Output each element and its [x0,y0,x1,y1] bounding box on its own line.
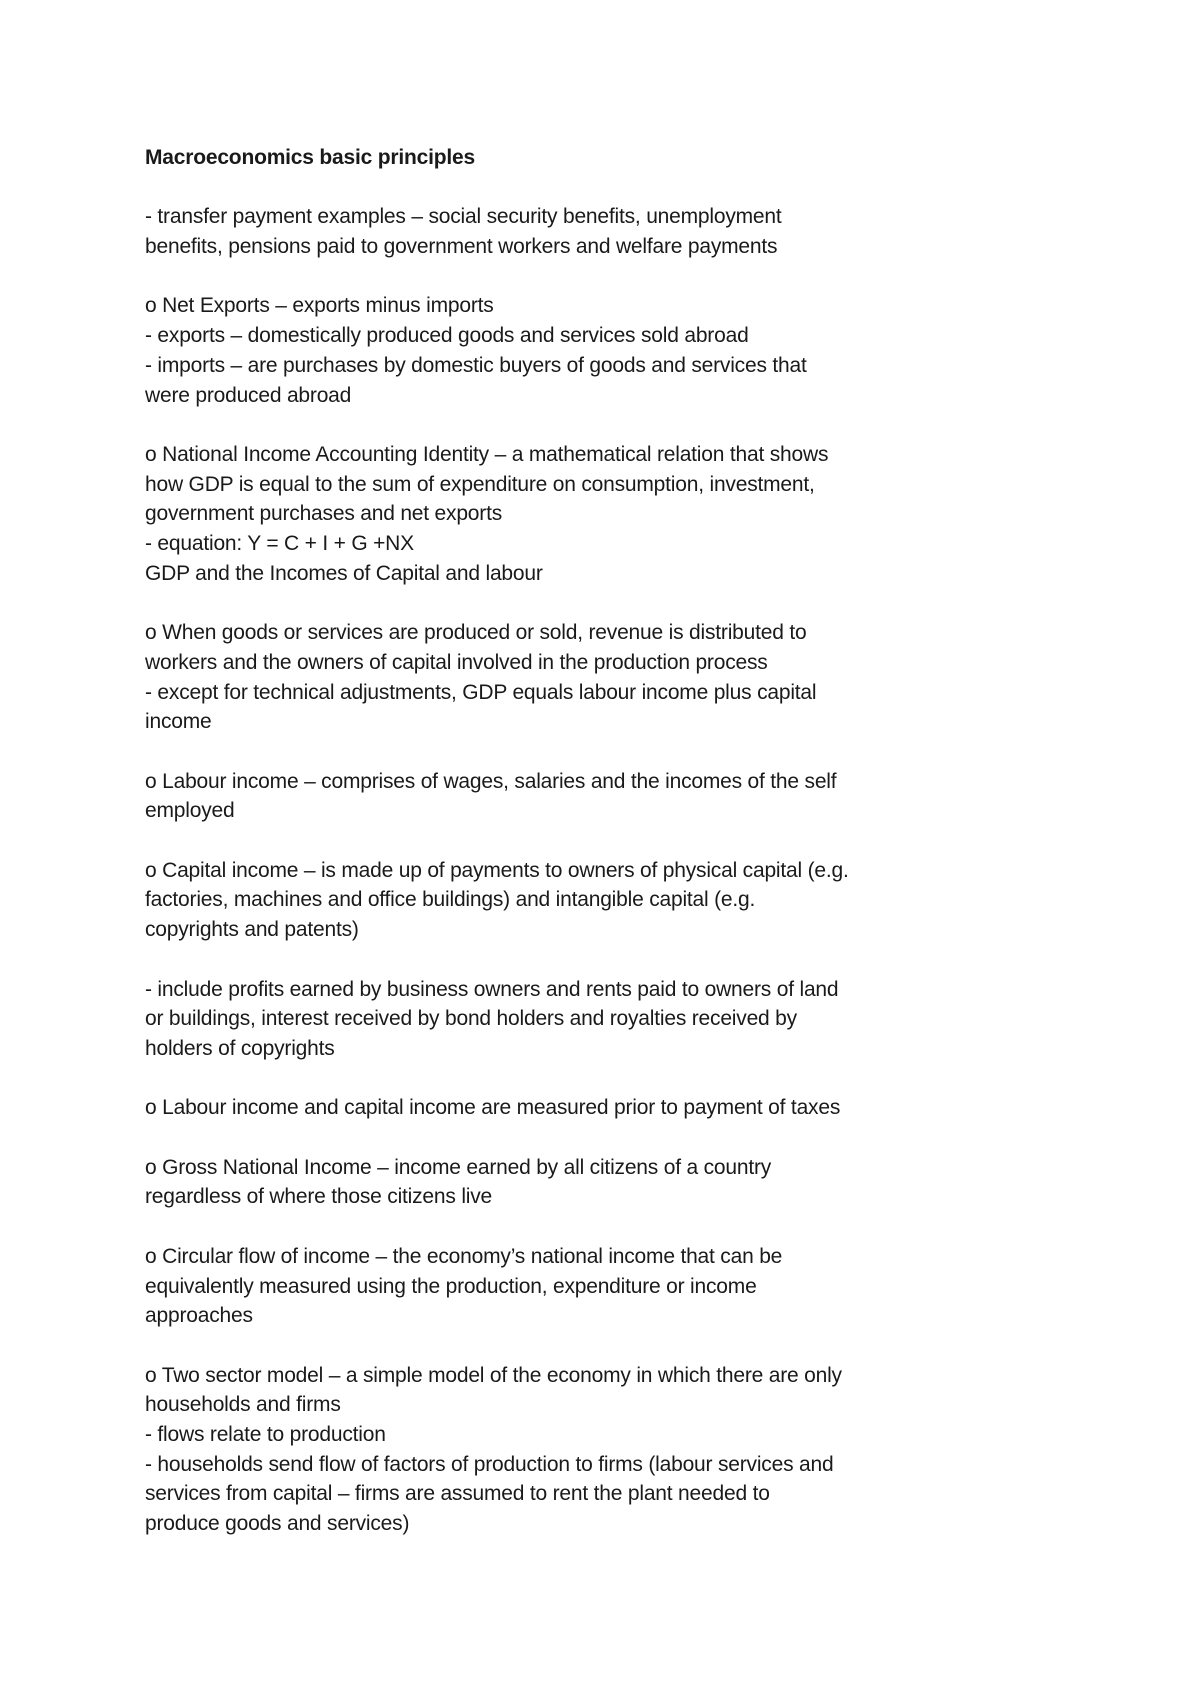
text-line: government purchases and net exports [145,502,503,526]
paragraph [145,1093,925,1123]
text-line: regardless of where those citizens live [145,1185,493,1209]
paragraph-gap [145,826,925,856]
text-line: o Capital income – is made up of payments to owners of physical capital (e.g. [145,858,849,882]
text-line: equivalently measured using the production, expenditure or income [145,1274,757,1298]
paragraph [145,202,925,261]
text-line: income [145,710,212,734]
text-line: workers and the owners of capital involved in the production process [145,650,768,674]
text-line: how GDP is equal to the sum of expenditure on consumption, investment, [145,472,815,496]
text-line: copyrights and patents) [145,918,359,942]
paragraph [145,1153,925,1212]
paragraph-gap [145,737,925,767]
paragraph-gap [145,589,925,619]
document-blocks [145,202,925,1538]
paragraph-gap [145,410,925,440]
text-line: - households send flow of factors of production to firms (labour services and [145,1452,834,1476]
text-line: were produced abroad [145,383,352,407]
paragraph [145,975,925,1064]
text-line: o Two sector model – a simple model of the economy in which there are only [145,1363,842,1387]
text-line: - exports – domestically produced goods and services sold abroad [145,324,749,348]
text-line: employed [145,799,235,823]
text-line: o Labour income and capital income are measured prior to payment of taxes [145,1096,841,1120]
document-title: Macroeconomics basic principles [145,146,475,169]
paragraph [145,291,925,410]
paragraph [145,767,925,826]
paragraph [145,440,925,589]
paragraph-gap [145,945,925,975]
document-body [145,143,925,1539]
paragraph-gap [145,1212,925,1242]
paragraph [145,856,925,945]
text-line: o National Income Accounting Identity – a mathematical relation that shows [145,442,829,466]
text-line: o Labour income – comprises of wages, salaries and the incomes of the self [145,769,837,793]
text-line: - transfer payment examples – social security benefits, unemployment [145,205,782,229]
text-line: GDP and the Incomes of Capital and labour [145,561,543,585]
paragraph-gap [145,262,925,292]
text-line: services from capital – firms are assumed to rent the plant needed to [145,1482,770,1506]
paragraph [145,1242,925,1331]
text-line: produce goods and services) [145,1512,410,1536]
text-line: or buildings, interest received by bond holders and royalties received by [145,1007,797,1031]
text-line: approaches [145,1304,253,1328]
paragraph [145,1361,925,1539]
text-line: benefits, pensions paid to government workers and welfare payments [145,235,778,259]
paragraph-gap [145,1331,925,1361]
text-line: - include profits earned by business owners and rents paid to owners of land [145,977,839,1001]
text-line: o Gross National Income – income earned by all citizens of a country [145,1155,772,1179]
text-line: holders of copyrights [145,1036,335,1060]
text-line: o Net Exports – exports minus imports [145,294,494,318]
text-line: o When goods or services are produced or sold, revenue is distributed to [145,621,807,645]
paragraph-gap [145,1064,925,1094]
paragraph-gap [145,173,925,203]
text-line: - except for technical adjustments, GDP equals labour income plus capital [145,680,817,704]
text-line: - imports – are purchases by domestic buyers of goods and services that [145,353,807,377]
text-line: - equation: Y = C + I + G +NX [145,532,414,556]
text-line: households and firms [145,1393,341,1417]
paragraph-gap [145,1123,925,1153]
text-line: - flows relate to production [145,1423,386,1447]
text-line: o Circular flow of income – the economy’s national income that can be [145,1244,783,1268]
text-line: factories, machines and office buildings) and intangible capital (e.g. [145,888,756,912]
paragraph [145,618,925,737]
